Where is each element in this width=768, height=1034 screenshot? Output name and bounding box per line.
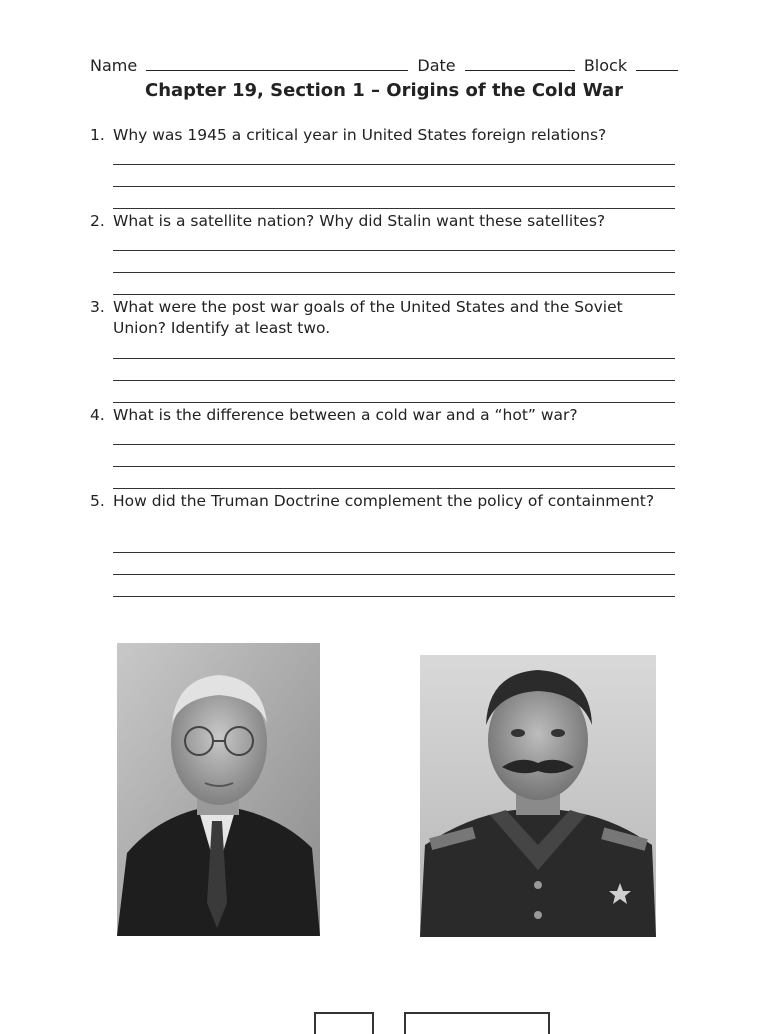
answer-line[interactable] [113,444,675,445]
question-text: What is a satellite nation? Why did Stalin want these satellites? [113,212,606,230]
question-number: 4. [90,406,105,424]
answer-line[interactable] [113,596,675,597]
question-number: 2. [90,212,105,230]
answer-line[interactable] [113,208,675,209]
page-title: Chapter 19, Section 1 – Origins of the Cold War [145,80,623,101]
answer-line[interactable] [113,466,675,467]
answer-line[interactable] [113,164,675,165]
question-2 [90,211,680,232]
date-blank[interactable] [465,56,575,71]
question-4 [90,405,680,426]
answer-line[interactable] [113,574,675,575]
block-blank[interactable] [636,56,678,71]
bottom-box-right [404,1012,550,1034]
answer-line[interactable] [113,402,675,403]
answer-line[interactable] [113,294,675,295]
portrait-photo-left [117,643,320,936]
name-blank[interactable] [146,56,408,71]
header-line [90,56,670,75]
question-1 [90,125,680,146]
answer-line[interactable] [113,380,675,381]
block-label: Block [583,56,628,75]
question-text: How did the Truman Doctrine complement the policy of containment? [113,492,655,510]
date-label: Date [417,56,456,75]
answer-line[interactable] [113,552,675,553]
portrait-photo-right [420,655,656,937]
question-number: 3. [90,298,105,316]
question-text: What were the post war goals of the United States and the Soviet Union? Identify at least two. [113,298,623,337]
question-3 [90,297,680,339]
question-text: Why was 1945 a critical year in United States foreign relations? [113,126,607,144]
answer-line[interactable] [113,186,675,187]
question-number: 5. [90,492,105,510]
answer-line[interactable] [113,488,675,489]
question-text: What is the difference between a cold war and a “hot” war? [113,406,578,424]
answer-line[interactable] [113,358,675,359]
answer-line[interactable] [113,250,675,251]
question-5 [90,491,680,512]
bottom-box-left [314,1012,374,1034]
question-number: 1. [90,126,105,144]
name-label: Name [90,56,138,75]
answer-line[interactable] [113,272,675,273]
